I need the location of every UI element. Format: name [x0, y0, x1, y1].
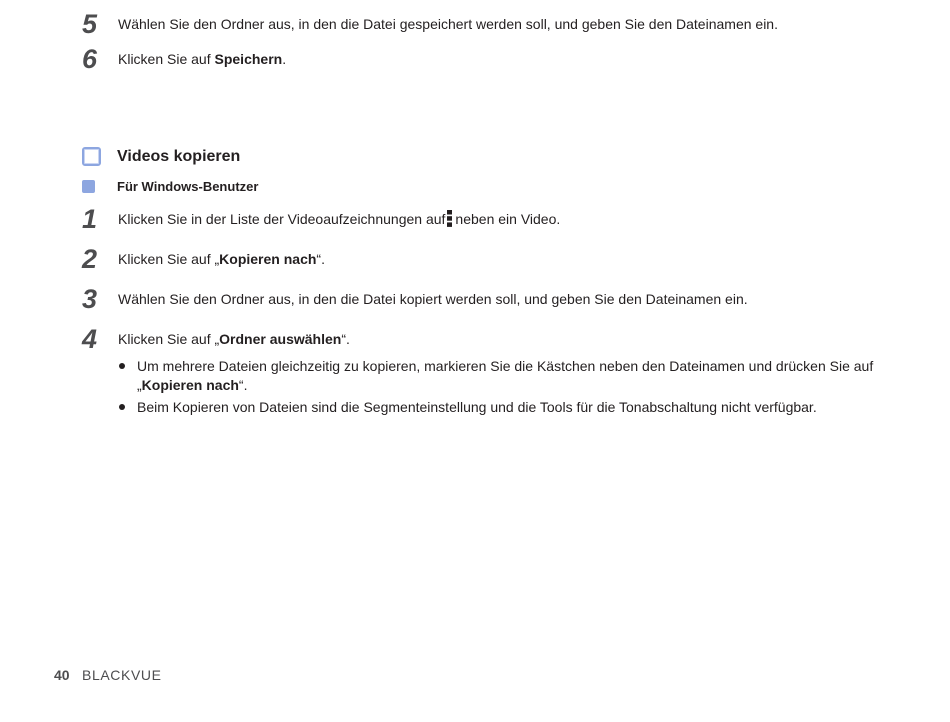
- step-text-pre: Klicken Sie auf „: [118, 251, 220, 267]
- subsection-title: Für Windows-Benutzer: [117, 179, 259, 194]
- bullet-icon: [119, 363, 125, 369]
- note-item: [118, 357, 878, 395]
- step-text-bold: Ordner auswählen: [219, 331, 342, 347]
- step-text: Wählen Sie den Ordner aus, in den die Datei gespeichert werden soll, und geben Sie den Dateinamen ein.: [118, 16, 778, 32]
- bullet-icon: [119, 404, 125, 410]
- step-number: 5: [82, 9, 98, 39]
- step-text: [118, 330, 350, 348]
- step-text-pre: Klicken Sie auf „: [118, 331, 220, 347]
- step-text-post: .: [282, 51, 287, 67]
- step-6: [82, 44, 882, 74]
- note-text-pre: Um mehrere Dateien gleichzeitig zu kopieren, markieren Sie die Kästchen neben den Dateinamen und drücken Sie auf „: [137, 358, 874, 393]
- step-number: 4: [82, 324, 98, 354]
- page-footer: [54, 665, 162, 685]
- section-square-icon: [82, 147, 101, 166]
- step-number: 3: [82, 284, 98, 314]
- step-text-bold: Speichern: [214, 51, 283, 67]
- step-3: [82, 284, 882, 314]
- step-text: [118, 50, 286, 68]
- step-text-post: “.: [316, 251, 325, 267]
- brand-name: BLACKVUE: [82, 667, 162, 683]
- step-5: [82, 9, 882, 39]
- notes-list: [118, 357, 878, 420]
- step-text-pre: Klicken Sie in der Liste der Videoaufzeichnungen auf: [118, 211, 446, 227]
- step-number: 1: [82, 204, 98, 234]
- note-text-bold: Kopieren nach: [141, 377, 239, 393]
- note-text: Beim Kopieren von Dateien sind die Segmenteinstellung und die Tools für die Tonabschaltung nicht verfügbar.: [137, 399, 817, 415]
- section-title: Videos kopieren: [117, 148, 241, 165]
- filled-square-icon: [82, 180, 95, 193]
- step-4: [82, 324, 882, 354]
- note-text-post: “.: [238, 377, 248, 393]
- step-number: 2: [82, 244, 98, 274]
- step-text: Wählen Sie den Ordner aus, in den die Datei kopiert werden soll, und geben Sie den Dateinamen ein.: [118, 291, 748, 307]
- kebab-menu-icon: [447, 210, 452, 227]
- step-text: [118, 210, 560, 228]
- step-text: [118, 250, 325, 268]
- step-text-pre: Klicken Sie auf: [118, 51, 215, 67]
- step-2: [82, 244, 882, 274]
- note-item: [118, 398, 878, 417]
- step-text-post: “.: [341, 331, 350, 347]
- step-1: [82, 204, 882, 234]
- page-number: 40: [54, 667, 70, 683]
- step-text-bold: Kopieren nach: [219, 251, 317, 267]
- step-text-post: neben ein Video.: [455, 211, 561, 227]
- step-number: 6: [82, 44, 98, 74]
